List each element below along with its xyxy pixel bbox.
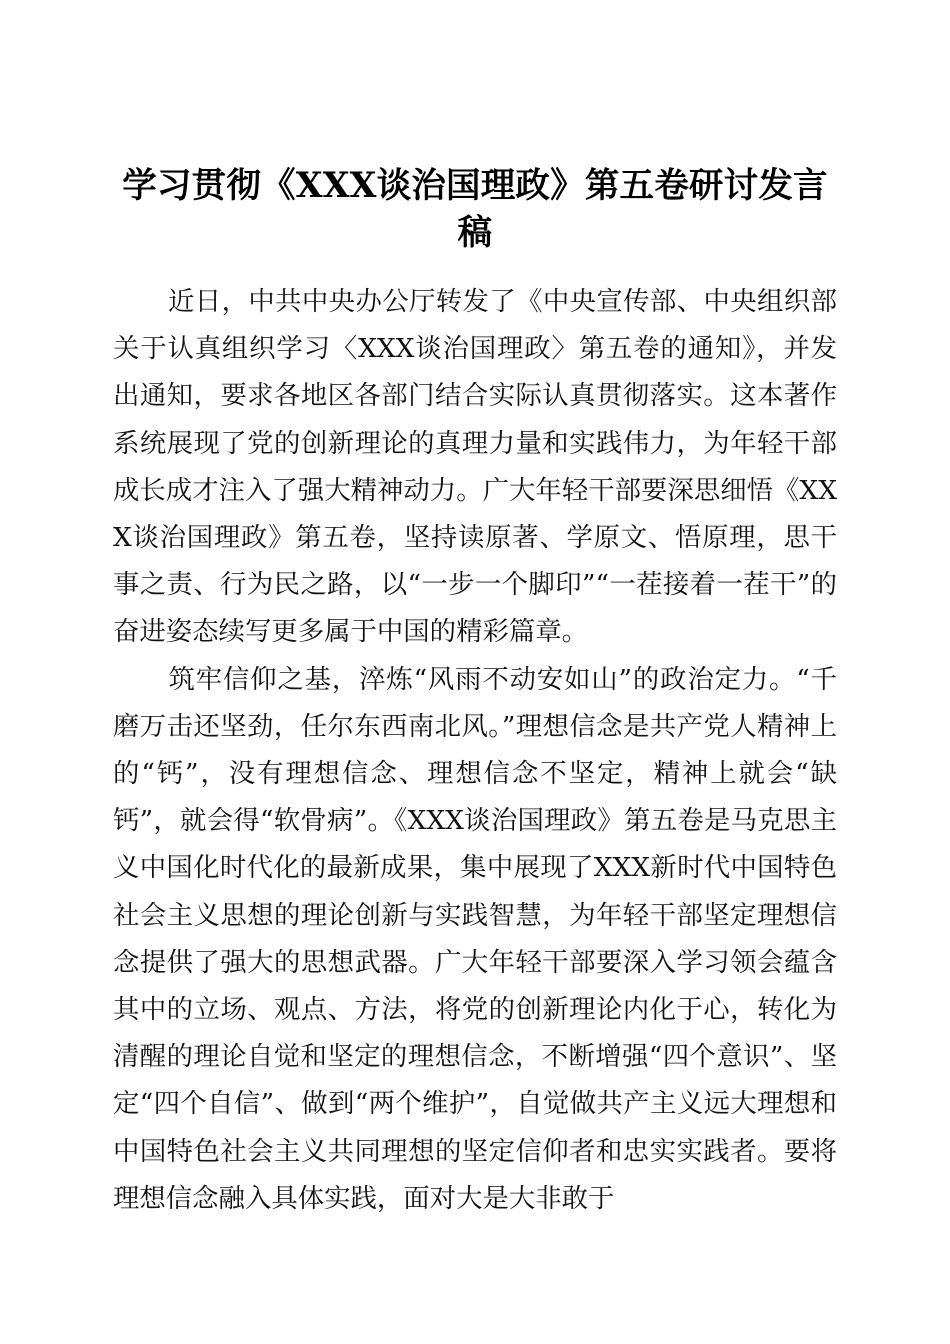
paragraph-1	[113, 278, 837, 656]
paragraph-2-text: 筑牢信仰之基，淬炼“风雨不动安如山”的政治定力。“千磨万击还坚劲，任尔东西南北风。”理想信念是共产党人精神上的“钙”，没有理想信念、理想信念不坚定，精神上就会“缺钙”，就会得“软骨病”。《XXX谈治国理政》第五卷是马克思主义中国化时代化的最新成果，集中展现了XXX新时代中国特色社会主义思想的理论创新与实践智慧，为年轻干部坚定理想信念提供了强大的思想武器。广大年轻干部要深入学习领会蕴含其中的立场、观点、方法，将党的创新理论内化于心，转化为清醒的理论自觉和坚定的理想信念，不断增强“四个意识”、坚定“四个自信”、做到“两个维护”，自觉做共产主义远大理想和中国特色社会主义共同理想的坚定信仰者和忠实实践者。要将理想信念融入具体实践，面对大是大非敢于	[113, 663, 837, 1214]
paragraph-2	[113, 656, 837, 1222]
document-title: 学习贯彻《XXX谈治国理政》第五卷研讨发言稿	[122, 166, 828, 253]
document-body	[113, 0, 837, 1222]
paragraph-1-text: 近日，中共中央办公厅转发了《中央宣传部、中央组织部关于认真组织学习〈XXX谈治国理政〉第五卷的通知》，并发出通知，要求各地区各部门结合实际认真贯彻落实。这本著作系统展现了党的创新理论的真理力量和实践伟力，为年轻干部成长成才注入了强大精神动力。广大年轻干部要深思细悟《XXX谈治国理政》第五卷，坚持读原著、学原文、悟原理，思干事之责、行为民之路，以“一步一个脚印”“一茬接着一茬干”的奋进姿态续写更多属于中国的精彩篇章。	[113, 286, 837, 648]
